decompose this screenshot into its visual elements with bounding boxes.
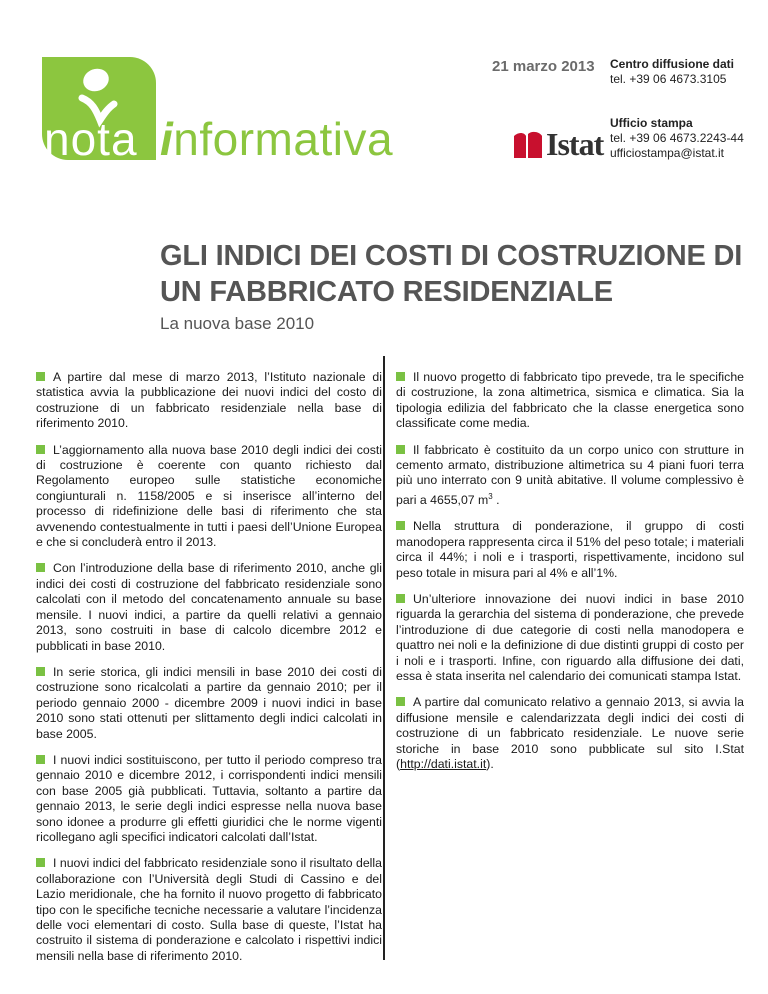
paragraph: Con l’introduzione della base di riferimento 2010, anche gli indici dei costi di costruzione del fabbricato residenziale sono calcolati con il metodo del concatenamento annuale su base mensile. I nuovi indici, a partire da quelli relativi a gennaio 2013, sono costruiti in base di calcolo dicembre 2012 e pubblicati in base 2010. — [36, 561, 382, 653]
bullet-icon — [396, 372, 405, 381]
publication-date: 21 marzo 2013 — [492, 58, 595, 75]
paragraph: Il nuovo progetto di fabbricato tipo prevede, tra le specifiche di costruzione, la zona altimetrica, sismica e climatica. Sia la tipologia edilizia del fabbricato che la classe energetica sono classificate come media. — [396, 370, 744, 431]
logo-informativa-rest: nformativa — [173, 113, 394, 165]
bullet-icon — [396, 594, 405, 603]
istat-logo — [512, 128, 606, 160]
right-column — [396, 370, 744, 783]
centro-title: Centro diffusione dati — [610, 57, 734, 71]
bullet-icon — [36, 667, 45, 676]
centro-diffusione-contact — [610, 57, 734, 87]
logo-nota-text: nota — [44, 113, 138, 165]
bullet-icon — [36, 372, 45, 381]
centro-tel: tel. +39 06 4673.3105 — [610, 72, 727, 86]
paragraph: A partire dal mese di marzo 2013, l’Istituto nazionale di statistica avvia la pubblicazione dei nuovi indici del costo di costruzione di un fabbricato residenziale nella base di riferimento 2010. — [36, 370, 382, 431]
ufficio-email[interactable]: ufficiostampa@istat.it — [610, 146, 725, 160]
paragraph: I nuovi indici del fabbricato residenziale sono il risultato della collaborazione con l’Università degli Studi di Cassino e del Lazio meridionale, che ha fornito il nuovo progetto di fabbricato tipo con le specifiche tecniche necessarie a valutare l’incidenza delle voci elementari di costo. Sulla base di queste, l’Istat ha costruito il sistema di ponderazione e calcolato i rispettivi indici mensili nella base di riferimento 2010. — [36, 856, 382, 963]
bullet-icon — [396, 697, 405, 706]
bullet-icon — [396, 521, 405, 530]
bullet-icon — [36, 563, 45, 572]
paragraph: Il fabbricato è costituito da un corpo unico con strutture in cemento armato, distribuzione altimetrica su 4 piani fuori terra più uno interrato con 9 unità abitative. Il volume complessivo è pari a 4655,07 $m^3$ . — [396, 442, 744, 507]
bullet-icon — [36, 858, 45, 867]
istat-logo-text: Istat — [546, 126, 604, 162]
logo-informativa-i: i — [160, 113, 174, 165]
left-column — [36, 370, 382, 975]
paragraph: A partire dal comunicato relativo a gennaio 2013, si avvia la diffusione mensile e calendarizzata degli indici dei costi di costruzione di un fabbricato residenziale. Le nuove serie storiche in base 2010 sono pubblicate sul sito I.Stat (http://dati.istat.it). — [396, 695, 744, 772]
istat-link[interactable]: http://dati.istat.it — [400, 757, 487, 772]
bullet-icon — [36, 755, 45, 764]
paragraph: In serie storica, gli indici mensili in base 2010 dei costi di costruzione sono ricalcolati a partire da gennaio 2010; per il periodo gennaio 2000 - dicembre 2009 i nuovi indici in base 2010 sono stati ottenuti per slittamento degli indici calcolati in base 2005. — [36, 664, 382, 741]
ufficio-stampa-contact — [610, 116, 744, 161]
page-subtitle: La nuova base 2010 — [160, 314, 315, 333]
bullet-icon — [36, 445, 45, 454]
page-title: GLI INDICI DEI COSTI DI COSTRUZIONE DI UN FABBRICATO RESIDENZIALE — [160, 240, 743, 308]
ufficio-title: Ufficio stampa — [610, 116, 693, 130]
paragraph: Un’ulteriore innovazione dei nuovi indici in base 2010 riguarda la gerarchia del sistema di ponderazione, che prevede l’introduzione di due categorie di costi nella manodopera e quattro nei noli e la definizione di due distinti gruppi di costo per i noli e i trasporti. Infine, con riguardo alla diffusione dei dati, essa è stata inserita nel calendario dei comunicati stampa Istat. — [396, 591, 744, 683]
column-divider — [383, 356, 385, 960]
paragraph: L’aggiornamento alla nuova base 2010 degli indici dei costi di costruzione è coerente con quanto richiesto dal Regolamento europeo sulle statistiche economiche congiunturali n. 1158/2005 e si inserisce all’interno del processo di ridefinizione delle basi di riferimento che sta avvenendo contestualmente in tutti i paesi dell’Unione Europea e che si concluderà entro il 2013. — [36, 442, 382, 550]
logo-informativa-text — [160, 113, 394, 165]
istat-mark-icon — [512, 130, 544, 160]
paragraph: I nuovi indici sostituiscono, per tutto il periodo compreso tra gennaio 2010 e dicembre 2012, i corrispondenti indici mensili con base 2005 già pubblicati. Tuttavia, soltanto a partire da gennaio 2013, le serie degli indici espresse nella nuova base sono idonee a produrre gli effetti giuridici che le norme vigenti ricollegano agli specifici indicatori calcolati dall’Istat. — [36, 752, 382, 844]
bullet-icon — [396, 445, 405, 454]
paragraph: Nella struttura di ponderazione, il gruppo di costi manodopera rappresenta circa il 51% del peso totale; i materiali circa il 44%; i noli e i trasporti, rispettivamente, incidono sul peso totale in misura pari al 4% e all’1%. — [396, 519, 744, 580]
ufficio-tel: tel. +39 06 4673.2243-44 — [610, 131, 744, 145]
